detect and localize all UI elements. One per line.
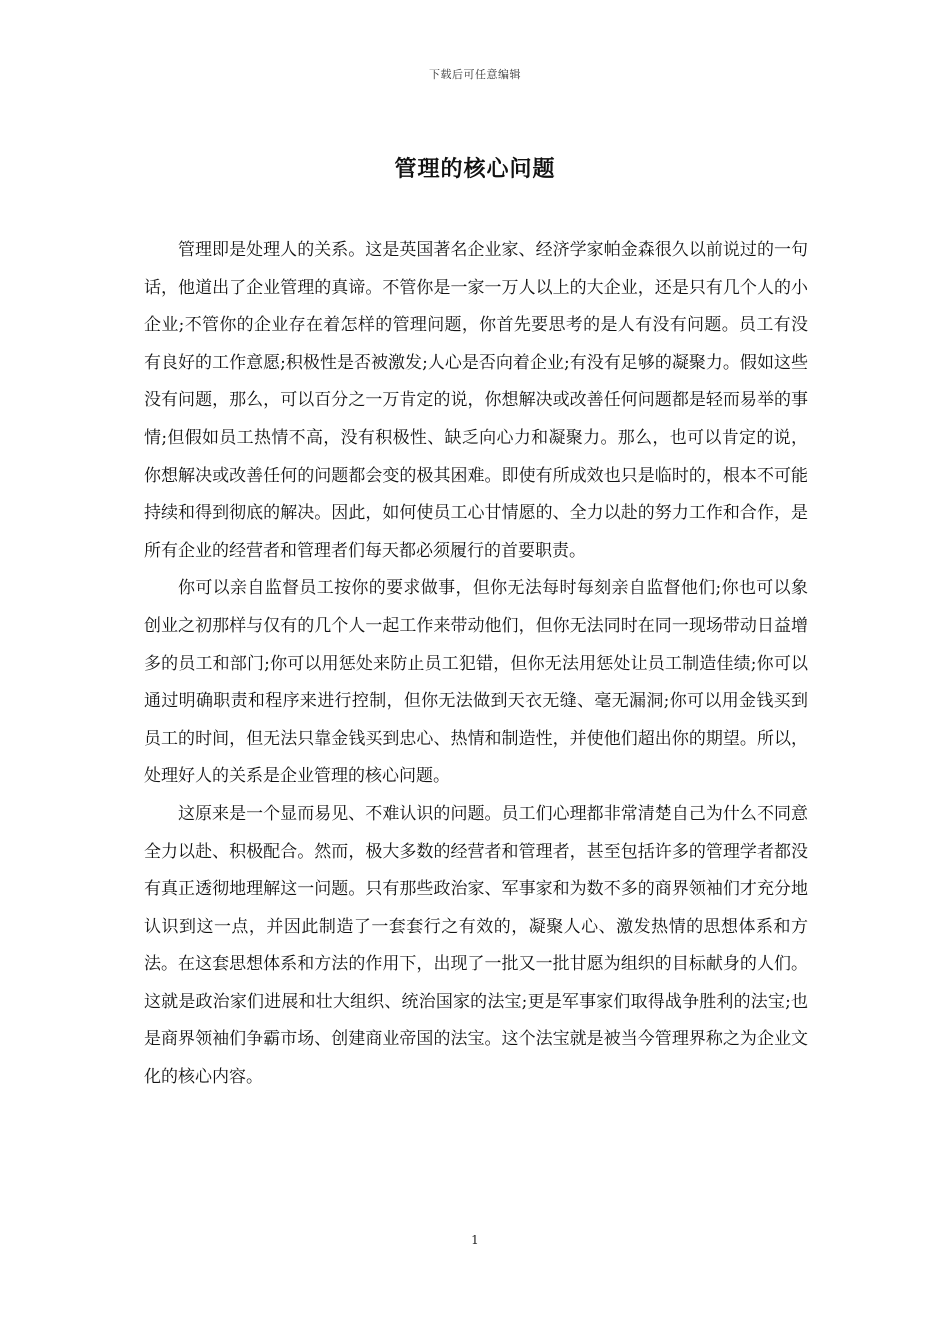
- document-title: 管理的核心问题: [394, 156, 556, 182]
- page-number: 1: [471, 1233, 479, 1247]
- paragraph-1: 管理即是处理人的关系。这是英国著名企业家、经济学家帕金森很久以前说过的一句话，他道出了企业管理的真谛。不管你是一家一万人以上的大企业，还是只有几个人的小企业;不管你的企业存在着怎样的管理问题，你首先要思考的是人有没有问题。员工有没有良好的工作意愿;积极性是否被激发;人心是否向着企业;有没有足够的凝聚力。假如这些没有问题，那么，可以百分之一万肯定的说，你想解决或改善任何问题都是轻而易举的事情;但假如员工热情不高，没有积极性、缺乏向心力和凝聚力。那么，也可以肯定的说，你想解决或改善任何的问题都会变的极其困难。即使有所成效也只是临时的，根本不可能持续和得到彻底的解决。因此，如何使员工心甘情愿的、全力以赴的努力工作和合作，是所有企业的经营者和管理者们每天都必须履行的首要职责。: [144, 240, 808, 561]
- paragraph-2: 你可以亲自监督员工按你的要求做事，但你无法每时每刻亲自监督他们;你也可以象创业之初那样与仅有的几个人一起工作来带动他们，但你无法同时在同一现场带动日益增多的员工和部门;你可以用惩处来防止员工犯错，但你无法用惩处让员工制造佳绩;你可以通过明确职责和程序来进行控制，但你无法做到天衣无缝、毫无漏洞;你可以用金钱买到员工的时间，但无法只靠金钱买到忠心、热情和制造性，并使他们超出你的期望。所以，处理好人的关系是企业管理的核心问题。: [144, 578, 808, 787]
- document-body: [144, 232, 808, 1097]
- paragraph-3: 这原来是一个显而易见、不难认识的问题。员工们心理都非常清楚自己为什么不同意全力以赴、积极配合。然而，极大多数的经营者和管理者，甚至包括许多的管理学者都没有真正透彻地理解这一问题。只有那些政治家、军事家和为数不多的商界领袖们才充分地认识到这一点，并因此制造了一套套行之有效的，凝聚人心、激发热情的思想体系和方法。在这套思想体系和方法的作用下，出现了一批又一批甘愿为组织的目标献身的人们。这就是政治家们进展和壮大组织、统治国家的法宝;更是军事家们取得战争胜利的法宝;也是商界领袖们争霸市场、创建商业帝国的法宝。这个法宝就是被当今管理界称之为企业文化的核心内容。: [144, 803, 808, 1088]
- header-note: 下载后可任意编辑: [429, 68, 521, 81]
